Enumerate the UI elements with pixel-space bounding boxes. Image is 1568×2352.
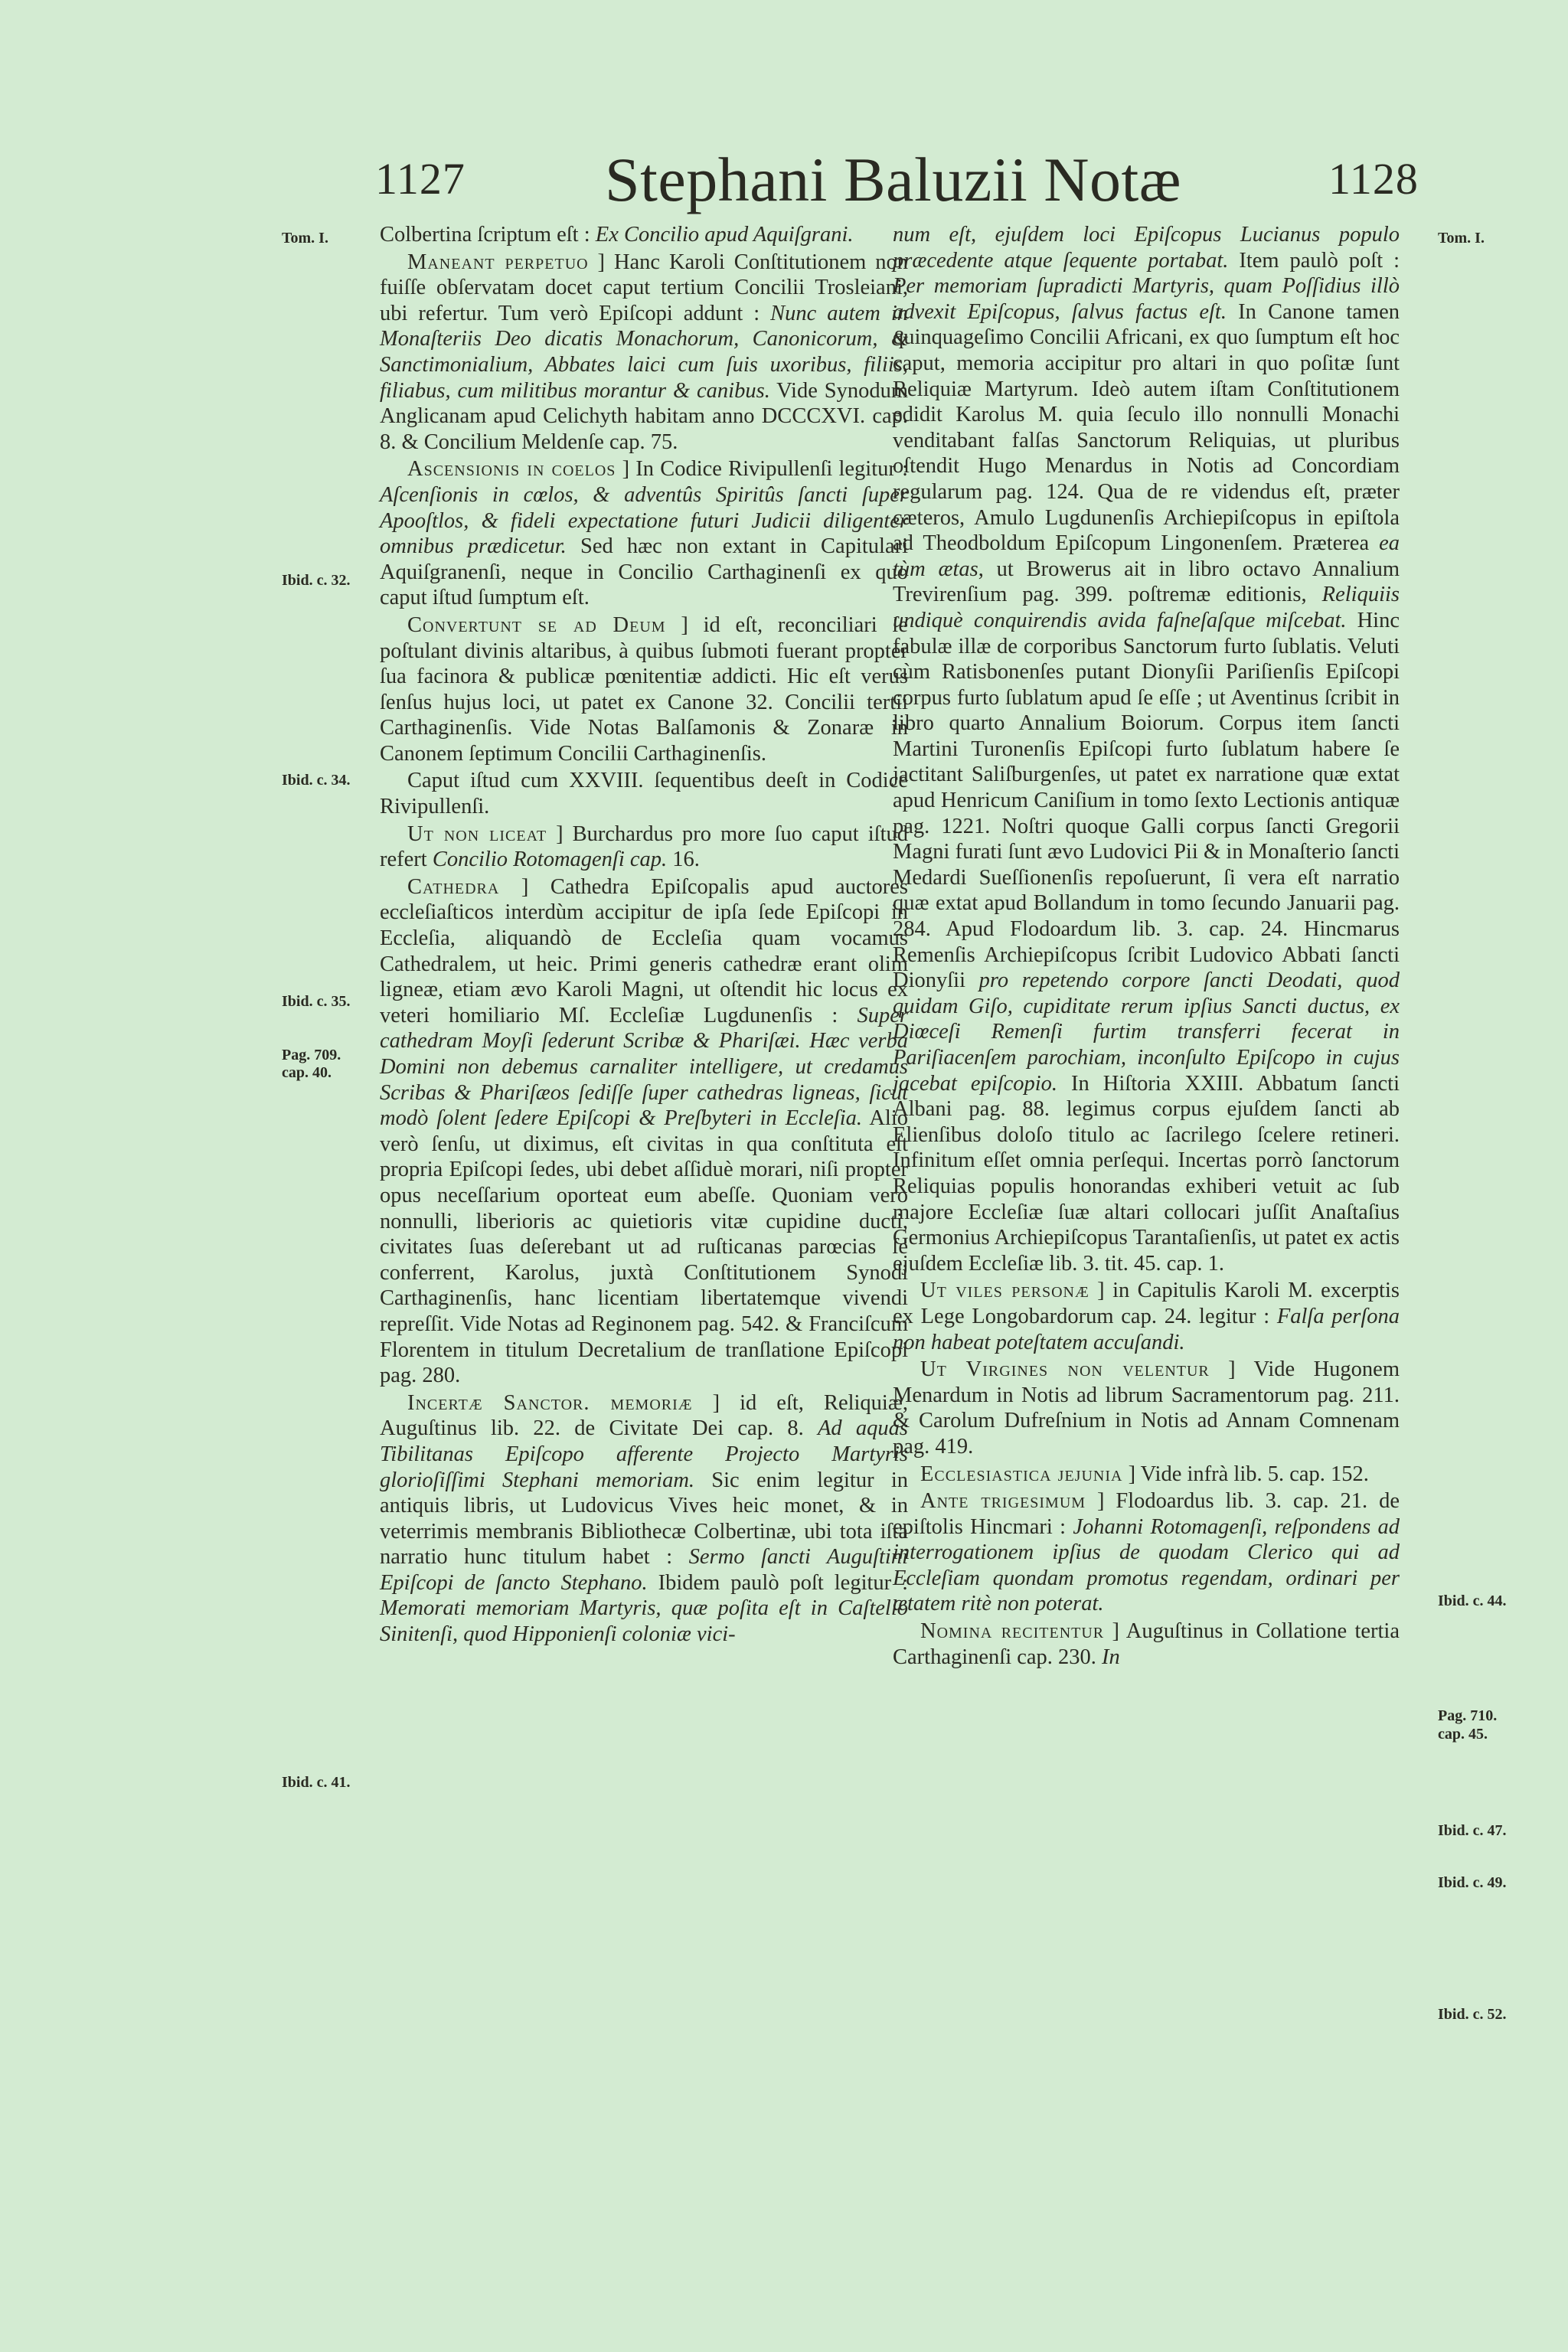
italic-text: Ad aquas Tibilitanas Epiſcopo afferente Projecto Martyris glorioſiſſimi Stephani memoriam. xyxy=(380,1416,908,1492)
text: ] Cathedra Epiſcopalis apud auctores eccleſiaſticos interdùm accipitur de ipſa ſede Epiſcopi in Eccleſia, aliquandò de Eccleſia quam vocamus Cathedralem, ut heic. Primi generis cathedræ erant olim ligneæ, etiam ævo Karoli Magni, ut oſtendit hic locus ex veteri homiliario Mſ. Eccleſiæ Lugdunenſis : xyxy=(380,874,908,1027)
page-number-left: 1127 xyxy=(375,154,466,204)
text: Sic enim legitur in antiquis libris, ut Ludovicus Vives heic monet, & in veterrimis membranis Bibliothecæ Colbertinæ, ubi tota iſta narratio hunc titulum habet : xyxy=(380,1468,908,1570)
margin-note-left: Ibid. c. 34. xyxy=(282,772,351,789)
italic-text: Concilio Rotomagenſi cap. xyxy=(432,848,668,872)
text: Alio verò ſenſu, ut diximus, eſt civitas in qua conſtituta eſt propria Epiſcopi ſedes, ubi debet aſſiduè morari, niſi propter opus neceſſarium oporteat eum abeſſe. Quoniam verò nonnulli, liberioris ac quietioris vitæ cupidine ducti, civitates ſuas deſerebant ut ad ruſticanas parœcias ſe conferrent, Karolus, juxtà Conſtitutionem Synodi Carthaginenſis, hanc licentiam libertatemque vivendi repreſſit. Vide Notas ad Reginonem pag. 542. & Franciſcum Florentem in titulum Decretalium de tranſlatione Epiſcopi pag. 280. xyxy=(380,1106,908,1388)
margin-note-left: Ibid. c. 32. xyxy=(282,572,351,589)
margin-note-right: Ibid. c. 44. xyxy=(1438,1592,1507,1609)
lemma: Ut Virgines non velentur xyxy=(920,1357,1210,1382)
paragraph xyxy=(893,1488,1400,1617)
italic-text: Memorati memoriam Martyris, quæ poſita eſt in Caſtello Sinitenſi, quod Hipponienſi coloniæ vici- xyxy=(380,1596,908,1647)
margin-note-right: Pag. 710. xyxy=(1438,1707,1498,1724)
page-number-right: 1128 xyxy=(1328,154,1419,204)
text: ] Burchardus pro more ſuo caput iſtud refert xyxy=(380,822,908,872)
paragraph xyxy=(893,1619,1400,1670)
text: ] Vide Hugonem Menardum in Notis ad librum Sacramentorum pag. 211. & Carolum Dufreſnium in Notis ad Annam Comnenam pag. 419. xyxy=(893,1357,1400,1459)
text: Hinc fabulæ illæ de corporibus Sanctorum furto ſublatis. Veluti cùm Ratisbonenſes putant Dionyſii Pariſienſis Epiſcopi corpus furto ſublatum apud ſe eſſe ; ut Aventinus ſcribit in libro quarto Annalium Boiorum. Corpus item ſancti Martini Turonenſis Epiſcopi furto ſublatum habere ſe jactitant Saliſburgenſes, ut patet ex narratione quæ extat apud Henricum Caniſium in tomo ſexto Lectionis antiquæ pag. 1221. Noſtri quoque Galli corpus ſancti Gregorii Magni furati ſunt ævo Ludovici Pii & in Monaſterio ſancti Medardi Sueſſionenſis repoſuerunt, ſi vera eſt narratio quæ extat apud Bollandum in tomo ſecundo Januarii pag. 284. Apud Flodoardum lib. 3. cap. 24. Hincmarus Remenſis Archiepiſcopus ſcribit Ludovico Abbati ſancti Dionyſii xyxy=(893,608,1400,993)
lemma: Ecclesiastica jejunia xyxy=(920,1462,1123,1486)
lemma: Nomina recitentur xyxy=(920,1619,1105,1644)
text: ] Vide infrà lib. 5. cap. 152. xyxy=(1122,1462,1369,1486)
lemma: Incertæ Sanctor. memoriæ xyxy=(407,1390,693,1415)
italic-text: Nunc autem in Monaſteriis Deo dicatis Monachorum, Canonicorum, & Sanctimonialium, Abbates laici cum ſuis uxoribus, filiis, filiabus, cum militibus morantur & canibus. xyxy=(380,301,908,403)
italic-text: Reliquiis undiquè conquirendis avida faſneſaſque miſcebat. xyxy=(893,583,1400,632)
italic-text: In xyxy=(1102,1645,1120,1669)
margin-note-right: Ibid. c. 47. xyxy=(1438,1822,1507,1839)
margin-note-left: Ibid. c. 41. xyxy=(282,1774,351,1791)
text: ] Flodoardus lib. 3. cap. 21. de epiſtolis Hincmari : xyxy=(893,1489,1400,1539)
text: ] In Codice Rivipullenſi legitur : xyxy=(616,457,908,482)
paragraph xyxy=(893,1278,1400,1355)
text: Caput iſtud cum XXVIII. ſequentibus deeſt in Codice Rivipullenſi. xyxy=(380,769,908,819)
margin-note-right: cap. 45. xyxy=(1438,1726,1488,1743)
margin-note-right: Ibid. c. 49. xyxy=(1438,1874,1507,1891)
italic-text: Sermo ſancti Auguſtini Epiſcopi de ſancto Stephano. xyxy=(380,1545,908,1595)
text: Colbertina ſcriptum eſt : xyxy=(380,223,596,247)
running-title: Stephani Baluzii Notæ xyxy=(605,145,1181,214)
margin-note-left: Tom. I. xyxy=(282,230,328,247)
lemma: Cathedra xyxy=(407,874,500,899)
margin-note-right: Ibid. c. 52. xyxy=(1438,2006,1507,2023)
text: Vide Synodum Anglicanam apud Celichyth habitam anno DCCCXVI. cap. 8. & Concilium Meldenſe cap. 75. xyxy=(380,378,908,454)
paragraph xyxy=(380,822,908,873)
lemma: Ut viles personæ xyxy=(920,1279,1089,1303)
margin-note-left: Ibid. c. 35. xyxy=(282,993,351,1010)
text: Ibidem paulò poſt legitur : xyxy=(647,1570,908,1595)
paragraph xyxy=(380,456,908,611)
paragraph xyxy=(893,222,1400,1276)
text: 16. xyxy=(667,848,700,872)
italic-text: Aſcenſionis in cœlos, & adventûs Spiritûs ſancti ſuper Apooſtlos, & fideli expectatione futuri Judicii diligenter omnibus prædicetur. xyxy=(380,482,908,559)
italic-text: Super cathedram Moyſi ſederunt Scribæ & Phariſæi. Hæc verba Domini non debemus carnaliter intelligere, ut credamus Scribas & Phariſæos ſediſſe ſuper cathedras ligneas, ſicut modò ſolent ſedere Epiſcopi & Preſbyteri in Eccleſia. xyxy=(380,1003,908,1131)
text: , ut Browerus ait in libro octavo Annalium Trevirenſium pag. 399. poſtremæ editionis, xyxy=(893,557,1400,607)
text: ] id eſt, reconciliari ſe poſtulant divinis altaribus, à quibus ſubmoti fuerant propter ſua facinora & publicæ pœnitentiæ addicti. Hic eſt verus ſenſus hujus loci, ut patet ex Canone 32. Concilii tertii Carthaginenſis. Vide Notas Balſamonis & Zonaræ in Canonem ſeptimum Concilii Carthaginenſis. xyxy=(380,612,908,766)
text-column-left xyxy=(380,222,908,1649)
paragraph xyxy=(380,1390,908,1648)
italic-text: Johanni Rotomagenſi, reſpondens ad interrogationem ipſius de quodam Clerico qui ad Eccleſiam quondam promotus regendam, ordinari per ætatem ritè non poterat. xyxy=(893,1514,1400,1616)
paragraph xyxy=(380,612,908,767)
italic-text: ea tùm ætas xyxy=(893,531,1400,581)
italic-text: Per memoriam ſupradicti Martyris, quam Poſſidius illò advexit Epiſcopus, ſalvus factus eſt. xyxy=(893,274,1400,324)
paragraph xyxy=(380,250,908,456)
lemma: Convertunt se ad Deum xyxy=(407,612,666,637)
text: Sed hæc non extant in Capitulari Aquiſgranenſi, neque in Concilio Carthaginenſi ex quo caput iſtud ſumptum eſt. xyxy=(380,534,909,610)
text: Item paulò poſt : xyxy=(1228,248,1400,273)
italic-text: num eſt, ejuſdem loci Epiſcopus Lucianus populo præcedente atque ſequente portabat. xyxy=(893,223,1400,273)
text: ] id eſt, Reliquiæ, Auguſtinus lib. 22. de Civitate Dei cap. 8. xyxy=(380,1390,908,1441)
text: In Canone tamen quinquageſimo Concilii Africani, ex quo ſumptum eſt hoc caput, memoria accipitur pro altari in quo poſitæ ſunt Reliquiæ Martyrum. Ideò autem iſtam Conſtitutionem edidit Karolus M. quia ſeculo illo nonnulli Monachi venditabant falſas Sanctorum Reliquias, ut pluribus oſtendit Hugo Menardus in Notis ad Concordiam regularum pag. 124. Qua de re videndus eſt, præter cæteros, Amulo Lugdunenſis Archiepiſcopus in epiſtola ad Theodboldum Epiſcopum Lingonenſem. Præterea xyxy=(893,299,1400,556)
text-column-right xyxy=(893,222,1400,1671)
italic-text: pro repetendo corpore ſancti Deodati, quod quidam Giſo, cupiditate rerum ipſius Sancti ductus, ex Diœceſi Remenſi furtim transferri fecerat in Pariſiacenſem parochiam, inconſulto Epiſcopo in cujus jacebat epiſcopio. xyxy=(893,969,1400,1096)
lemma: Ut non liceat xyxy=(407,822,547,846)
margin-note-left: cap. 40. xyxy=(282,1064,332,1081)
text: ] in Capitulis Karoli M. excerptis ex Lege Longobardorum cap. 24. legitur : xyxy=(893,1279,1400,1328)
paragraph xyxy=(380,874,908,1389)
lemma: Ante trigesimum xyxy=(920,1489,1086,1514)
text: ] Auguſtinus in Collatione tertia Carthaginenſi cap. 230. xyxy=(893,1619,1400,1669)
margin-note-right: Tom. I. xyxy=(1438,230,1485,247)
margin-note-left: Pag. 709. xyxy=(282,1047,341,1063)
lemma: Ascensionis in coelos xyxy=(407,457,616,482)
paragraph xyxy=(380,222,908,248)
text: ] Hanc Karoli Conſtitutionem non fuiſſe obſervatam docet caput tertium Concilii Trosleiani, ubi refertur. Tum verò Epiſcopi addunt : xyxy=(380,250,908,325)
paragraph xyxy=(893,1462,1400,1488)
italic-text: Ex Concilio apud Aquiſgrani. xyxy=(595,223,854,247)
paragraph xyxy=(893,1357,1400,1459)
paragraph xyxy=(380,768,908,819)
text: In Hiſtoria XXIII. Abbatum ſancti Albani pag. 88. legimus corpus ejuſdem ſancti ab Elienſibus doloſo titulo ac ſacrilego ſcelere retineri. Infinitum eſſet omnia perſequi. Incertas porrò ſanctorum Reliquias populis honorandas exhiberi vetuit ac ſub majore Eccleſiæ ſuæ altari collocari juſſit Anaſtaſius Germonius Archiepiſcopus Tarantaſienſis, ut patet ex actis ejuſdem Eccleſiæ lib. 3. tit. 45. cap. 1. xyxy=(893,1071,1400,1276)
lemma: Maneant perpetuo xyxy=(407,250,589,274)
italic-text: Falſa perſona non habeat poteſtatem accuſandi. xyxy=(893,1304,1400,1354)
